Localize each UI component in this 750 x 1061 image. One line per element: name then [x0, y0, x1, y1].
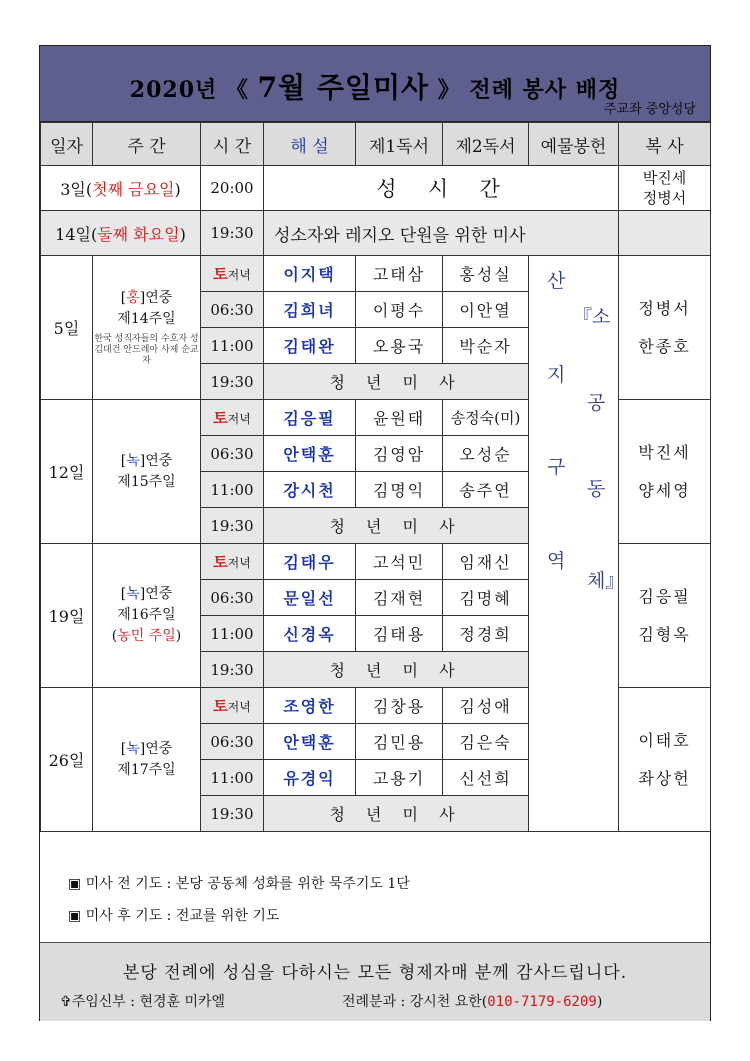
reader1-name: 윤원태: [356, 400, 443, 436]
slot-time: 토저녁: [201, 400, 264, 436]
col-time: 시 간: [201, 123, 264, 166]
note-before-mass: ▣ 미사 전 기도 : 본당 공동체 성화를 위한 묵주기도 1단: [68, 876, 410, 892]
offering-subgroup-char: 공: [587, 392, 606, 414]
commentator-name: 안택훈: [264, 436, 356, 472]
slot-time: 19:30: [201, 508, 264, 544]
week-date: 5일: [41, 256, 93, 400]
reader2-name: 김은숙: [443, 724, 529, 760]
reader1-name: 고용기: [356, 760, 443, 796]
week-name: [93, 544, 201, 688]
event-time: 20:00: [201, 166, 264, 211]
slot-time: 11:00: [201, 760, 264, 796]
reader2-name: 박순자: [443, 328, 529, 364]
col-reading2: 제2독서: [443, 123, 529, 166]
slot-time: 11:00: [201, 472, 264, 508]
special-sunday: (농민 주일): [111, 628, 182, 644]
slot-time: 06:30: [201, 436, 264, 472]
reader2-name: 송주연: [443, 472, 529, 508]
week-date: 19일: [41, 544, 93, 688]
col-week: 주 간: [93, 123, 201, 166]
slot-time: 06:30: [201, 292, 264, 328]
commentator-name: 김태완: [264, 328, 356, 364]
reader1-name: 김태용: [356, 616, 443, 652]
schedule-sheet: [39, 45, 711, 1021]
reader2-name: 임재신: [443, 544, 529, 580]
offering-group-char: 지: [547, 364, 566, 386]
server-name: 박진세: [638, 442, 691, 462]
youth-mass: 청 년 미 사: [264, 364, 529, 400]
commentator-name: 유경익: [264, 760, 356, 796]
server-name: 이태호: [638, 730, 691, 750]
schedule-table: [40, 122, 711, 832]
slot-time: 11:00: [201, 616, 264, 652]
reader2-name: 정경희: [443, 616, 529, 652]
liturgical-color: [녹]연중: [120, 740, 173, 757]
reader2-name: 이안열: [443, 292, 529, 328]
offering-subgroup-char: 동: [587, 478, 606, 500]
slot-time: 19:30: [201, 364, 264, 400]
event-description: 성 시 간: [264, 166, 619, 211]
col-offering: 예물봉헌: [529, 123, 619, 166]
week-date: 26일: [41, 688, 93, 832]
youth-mass: 청 년 미 사: [264, 796, 529, 832]
header-row: [41, 123, 711, 166]
commentator-name: 김응필: [264, 400, 356, 436]
offering-assignment: [529, 256, 625, 832]
commentator-name: 안택훈: [264, 724, 356, 760]
page-subtitle: 주교좌 중앙성당: [603, 102, 696, 117]
event-date: 14일(둘째 화요일): [41, 211, 201, 256]
altar-servers: [619, 544, 711, 688]
slot-time: 06:30: [201, 724, 264, 760]
liturgy-contact: 전례분과 : 강시천 요한(010-7179-6209): [342, 994, 603, 1010]
offering-group-char: 산: [547, 270, 566, 292]
commentator-name: 김태우: [264, 544, 356, 580]
offering-subgroup-char: 체』: [587, 570, 625, 592]
slot-time: 토저녁: [201, 688, 264, 724]
reader1-name: 고석민: [356, 544, 443, 580]
col-reading1: 제1독서: [356, 123, 443, 166]
reader1-name: 김영암: [356, 436, 443, 472]
prayer-notes: [40, 857, 710, 942]
event-time: 19:30: [201, 211, 264, 256]
server-name: 양세영: [638, 480, 691, 500]
altar-servers: [619, 688, 711, 832]
commentator-name: 신경옥: [264, 616, 356, 652]
server-name: 좌상헌: [638, 768, 691, 788]
slot-time: 11:00: [201, 328, 264, 364]
slot-time: 19:30: [201, 796, 264, 832]
phone-number: 010-7179-6209: [487, 994, 597, 1010]
event-date: 3일(첫째 금요일): [41, 166, 201, 211]
youth-mass: 청 년 미 사: [264, 652, 529, 688]
week-date: 12일: [41, 400, 93, 544]
slot-time: 토저녁: [201, 544, 264, 580]
offering-group-char: 역: [547, 550, 566, 572]
reader1-name: 이평수: [356, 292, 443, 328]
commentator-name: 김희녀: [264, 292, 356, 328]
col-commentary: 해 설: [264, 123, 356, 166]
liturgical-color: [녹]연중: [120, 586, 173, 602]
reader1-name: 김명익: [356, 472, 443, 508]
commentator-name: 이지택: [264, 256, 356, 292]
altar-servers: [619, 256, 711, 400]
week-name: [93, 256, 201, 400]
week-slot-row: [41, 256, 711, 292]
note-after-mass: ▣ 미사 후 기도 : 전교를 위한 기도: [68, 908, 280, 924]
youth-mass: 청 년 미 사: [264, 508, 529, 544]
liturgical-color: [녹]연중: [120, 452, 173, 469]
reader1-name: 오용국: [356, 328, 443, 364]
event-servers: 박진세 정병서: [619, 166, 711, 211]
reader2-name: 홍성실: [443, 256, 529, 292]
altar-servers: [619, 400, 711, 544]
event-description: 성소자와 레지오 단원을 위한 미사: [264, 211, 619, 256]
week-name: [93, 688, 201, 832]
page-title: 2020년 《 7월 주일미사 》 전례 봉사 배정: [129, 71, 621, 104]
reader1-name: 김창용: [356, 688, 443, 724]
reader2-name: 신선희: [443, 760, 529, 796]
offering-group-char: 구: [547, 456, 566, 478]
slot-time: 06:30: [201, 580, 264, 616]
commentator-name: 조영한: [264, 688, 356, 724]
pastor-signature: ✞주임신부 : 현경훈 미카엘: [60, 994, 226, 1010]
reader2-name: 오성순: [443, 436, 529, 472]
server-name: 김형옥: [638, 624, 691, 644]
commentator-name: 강시천: [264, 472, 356, 508]
event-servers: [619, 211, 711, 256]
offering-subgroup-char: 『소: [573, 306, 611, 328]
reader1-name: 김재현: [356, 580, 443, 616]
server-name: 정병서: [638, 298, 691, 318]
col-date: 일자: [41, 123, 93, 166]
reader2-name: 김명혜: [443, 580, 529, 616]
server-name: 김응필: [638, 586, 691, 606]
title-banner: [40, 46, 710, 122]
week-name: [93, 400, 201, 544]
slot-time: 토저녁: [201, 256, 264, 292]
col-servers: 복 사: [619, 123, 711, 166]
commentator-name: 문일선: [264, 580, 356, 616]
event-row-second-tuesday: [41, 211, 711, 256]
thanks-message: 본당 전례에 성심을 다하시는 모든 형제자매 분께 감사드립니다.: [122, 963, 628, 983]
reader2-name: 김성애: [443, 688, 529, 724]
week-number: 제17주일: [117, 761, 176, 778]
slot-time: 19:30: [201, 652, 264, 688]
week-number: 제16주일: [117, 607, 176, 623]
reader1-name: 김민용: [356, 724, 443, 760]
liturgical-color: [홍]연중: [120, 290, 173, 306]
event-row-first-friday: [41, 166, 711, 211]
server-name: 한종호: [638, 336, 691, 356]
week-number: 제15주일: [117, 473, 176, 490]
reader2-name: 송정숙(미): [443, 400, 529, 436]
feast-note: 한국 성직자들의 수호자 성 김대건 안드레아 사제 순교자: [94, 334, 199, 366]
week-number: 제14주일: [117, 311, 176, 327]
reader1-name: 고태삼: [356, 256, 443, 292]
footer: [40, 942, 710, 1021]
